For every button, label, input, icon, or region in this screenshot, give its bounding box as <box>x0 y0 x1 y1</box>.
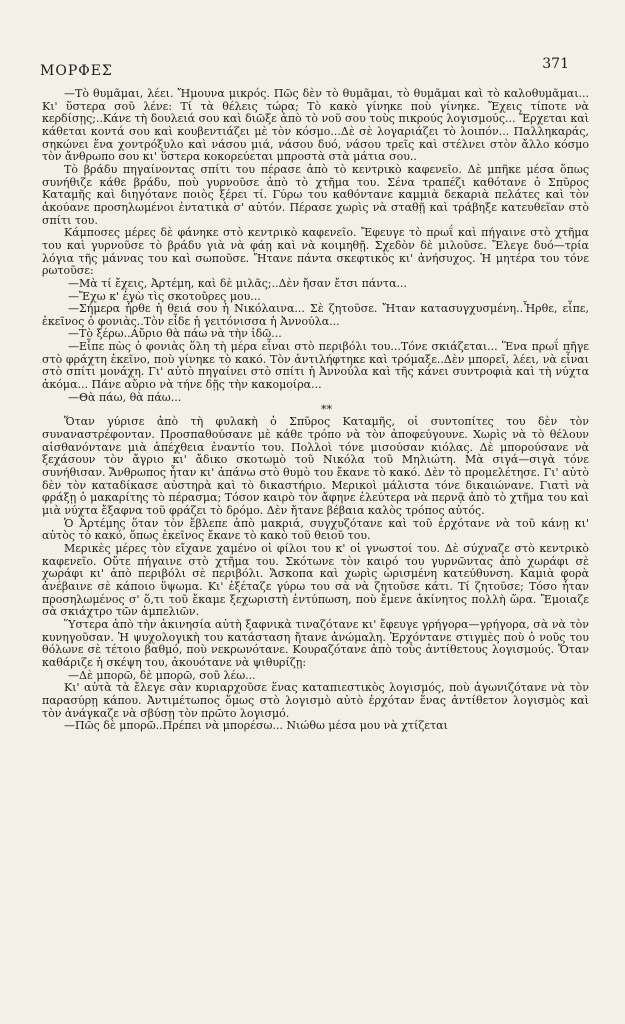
paragraph: Ὁ Ἀρτέμης ὅταν τὸν ἔβλεπε ἀπὸ μακριά, συγχυζότανε καὶ τοῦ ἐρχότανε νὰ τοῦ κάνῃ κι' αὐτὸς τὸ κακό, ὅπως ἐκεῖνος ἔκανε τὸ κακὸ τοῦ θειοῦ του. <box>42 516 589 543</box>
dialogue-line: —Εἶπε πὼς ὁ φονιὰς ὅλη τὴ μέρα εἶναι στὸ περιβόλι του...Τόνε σκιάζεται... Ἕνα πρωΐ πῆγε στὸ φράχτη ἐκεῖνο, ποὺ γίνηκε τὸ κακό. Τὸν ἀντιλήφτηκε καὶ τρόμαξε..Δὲν μπορεῖ, λέει, νὰ εἶναι στὸ σπίτι μονάχη. Γι' αὐτὸ πηγαίνει στὸ σπίτι ἡ Ἀννούλα καὶ τῆς κάνει συντροφιὰ καὶ τὴ νύχτα ἀκόμα... Πάνε αὔριο νὰ τήνε δῇς τὴν κακομοίρα... <box>42 340 589 392</box>
paragraph: Ὅταν γύρισε ἀπὸ τὴ φυλακὴ ὁ Σπῦρος Καταμῆς, οἱ συντοπίτες του δὲν τὸν συναναστρέφονταν. Προσπαθούσανε μὲ κάθε τρόπο νὰ τὸν ἀποφεύγουνε. Χωρὶς νὰ τὸ θέλουν αἰσθανόντανε μιὰ ἀπέχθεια ἐναντίο του. Πολλοὶ τόνε μισούσαν κιόλας. Δὲ μπορούσανε νὰ ξεχάσουν τὸν ἄγριο κι' ἄδικο σκοτωμὸ τοῦ Νικόλα τοῦ Μηλιώτη. Μὰ σιγά—σιγὰ τόνε συνήθισαν. Ἄνθρωπος ἦταν κι' ἀπάνω στὸ θυμὸ του ἔκανε τὸ κακό. Δὲν τὸ προμελέτησε. Γι' αὐτὸ δὲν τὸν καταδίκασε αὐστηρὰ καὶ τὸ δικαστήριο. Μερικοὶ μάλιστα τόνε δικαιώνανε. Γιατὶ νὰ φράξῃ ὁ μακαρίτης τὸ πέρασμα; Τόσον καιρὸ τὸν ἄφηνε ἐλεύτερα νὰ περνᾷ ἀπὸ τὸ χτῆμα του καὶ μιὰ νύχτα ἔξαφνα τοῦ φράζει τὸ δρόμο. Δὲν ἤτανε βέβαια καλὸς τρόπος αὐτός. <box>42 415 589 517</box>
text-body <box>42 88 589 733</box>
dialogue-line: —Ἔχω κ' ἐγὼ τὶς σκοτοῦρες μου... <box>68 289 261 303</box>
dialogue-line: —Δὲ μπορῶ, δὲ μπορῶ, σοῦ λέω... <box>68 668 256 682</box>
paragraph: Ὕστερα ἀπὸ τὴν ἀκινησία αὐτὴ ξαφνικὰ τιναζότανε κι' ἔφευγε γρήγορα—γρήγορα, σὰ νὰ τὸν κυνηγοῦσαν. Ἡ ψυχολογικὴ του κατάσταση ἤτανε ἀνώμαλη. Ἐρχόντανε στιγμὲς ποὺ ὁ νοῦς του θόλωνε σὲ τέτοιο βαθμό, ποὺ νεκρωνότανε. Κουραζότανε ἀπὸ τοὺς ἀντίθετους λογισμούς. Ὅταν καθάριζε ἡ σκέψη του, ἀκουότανε νὰ ψιθυρίζῃ: <box>42 617 589 669</box>
paragraph: —Τὸ θυμᾶμαι, λέει. Ἤμουνα μικρός. Πῶς δὲν τὸ θυμᾶμαι, τὸ θυμᾶμαι καὶ τὸ καλοθυμᾶμαι... Κι' ὕστερα σοῦ λένε: Τί τὰ θέλεις τώρα; Τὸ κακὸ γίνηκε ποὺ γίνηκε. Ἔχεις τίποτε νὰ κερδίσῃς;..Κάνε τὴ δουλειά σου καὶ διῶξε ἀπὸ τὸ νοῦ σου τοὺς πικρούς λογισμούς... Ἔρχεται καὶ κάθεται κοντά σου καὶ κουβεντιάζει μὲ τὸν κόσμο...Δὲ σὲ λογαριάζει τὸ λοιπόν... Παλληκαράς, σηκώνει ἕνα χοντρόξυλο καὶ νάσου μιά, νάσου δυό, νάσου τρεῖς καὶ στέλνει στὸν ἄλλο κόσμο τὸν ἄνθρωπο σου κι' ὕστερα κοκορεύεται μπροστὰ στὰ μάτια σου.. <box>42 87 589 164</box>
running-head: ΜΟΡΦΕΣ <box>40 63 113 79</box>
paragraph: Κι' αὐτὰ τὰ ἔλεγε σὰν κυριαρχοῦσε ἕνας καταπιεστικὸς λογισμός, ποὺ ἀγωνιζότανε νὰ τὸν παρασύρῃ κάπου. Ἀντιμέτωπος ὅμως στὸ λογισμὸ αὐτὸ ἐρχόταν ἕνας ἀντίθετον λογισμὸς καὶ τὸν ἀνάγκαζε νὰ σβύσῃ τὸν πρῶτο λογισμό. <box>42 681 589 720</box>
section-separator: ** <box>321 403 332 417</box>
paragraph: Μερικὲς μέρες τὸν εἴχανε χαμένο οἱ φίλοι του κ' οἱ γνωστοί του. Δὲ σύχναζε στὸ κεντρικὸ καφενεῖο. Οὔτε πήγαινε στὸ χτῆμα του. Σκότωνε τὸν καιρό του γυρνῶντας ἀπὸ χωράφι σὲ χωράφι κι' ἀπὸ περιβόλι σὲ περιβόλι. Ἄσκοπα καὶ χωρὶς ὡρισμένη κατεύθυνση. Καμιὰ φορὰ ἀνέβαινε σὲ κάποιο ὕψωμα. Κι' ἐξέταζε γύρω του σὰ νὰ ζητοῦσε κάτι. Τί ζητοῦσε; Τόσο ἦταν προσηλωμένος σ' ὅ,τι τοῦ ἔκαμε ξεχωριστὴ ἐντύπωση, ποὺ ἔμενε ἀκίνητος πολλὴ ὥρα. Ἔμοιαζε σὰ σκιάχτρο τῶν ἀμπελιῶν. <box>42 541 589 619</box>
paragraph: Κάμποσες μέρες δὲ φάνηκε στὸ κεντρικὸ καφενεῖο. Ἔφευγε τὸ πρωΐ καὶ πήγαινε στὸ χτῆμα του καὶ γυρνοῦσε τὸ βράδυ γιὰ νὰ φάῃ καὶ νὰ κοιμηθῇ. Σχεδὸν δὲ μιλοῦσε. Ἔλεγε δυό—τρία λόγια τῆς μάννας του καὶ σωποῦσε. Ἤτανε πάντα σκεφτικὸς κι' ἀνήσυχος. Ἡ μητέρα του τόνε ρωτοῦσε: <box>42 226 589 278</box>
dialogue-line: —Θὰ πάω, θὰ πάω... <box>68 390 182 404</box>
paragraph: Τὸ βράδυ πηγαίνοντας σπίτι του πέρασε ἀπὸ τὸ κεντρικὸ καφενεῖο. Δὲ μπῆκε μέσα ὅπως συνήθιζε κάθε βράδυ, ποὺ γυρνοῦσε ἀπὸ τὸ χτῆμα του. Σένα τραπέζι καθότανε ὁ Σπῦρος Καταμῆς καὶ διηγότανε ποιὸς ξέρει τί. Γύρω του καθόντανε καμμιὰ δεκαριὰ πελάτες καὶ τὸν ἀκούανε προσηλωμένοι ἐντατικὰ σ' αὐτόν. Πέρασε χωρὶς νὰ σταθῇ καὶ τράβηξε κατευθεῖαν στὸ σπίτι του. <box>42 162 589 227</box>
page-number: 371 <box>542 56 569 72</box>
page-header <box>0 0 625 79</box>
paragraph: —Πῶς δὲ μπορῶ..Πρέπει νὰ μπορέσω... Νιώθω μέσα μου νὰ χτίζεται <box>64 719 448 733</box>
dialogue-line: —Μὰ τί ἔχεις, Ἀρτέμη, καὶ δὲ μιλᾶς;..Δὲν ἤσαν ἔτσι πάντα... <box>68 276 407 290</box>
dialogue-line: —Σήμερα ἦρθε ἡ θειά σου ἡ Νικόλαινα... Σὲ ζητοῦσε. Ἤταν κατασυγχυσμένη..Ἦρθε, εἶπε, ἐκεῖνος ὁ φονιὰς..Τὸν εἶδε ἡ γειτόνισσα ἡ Ἀννούλα... <box>42 302 589 328</box>
dialogue-line: —Τὸ ξέρω..Αὔριο θὰ πάω νὰ τὴν ἰδῶ... <box>68 327 282 341</box>
